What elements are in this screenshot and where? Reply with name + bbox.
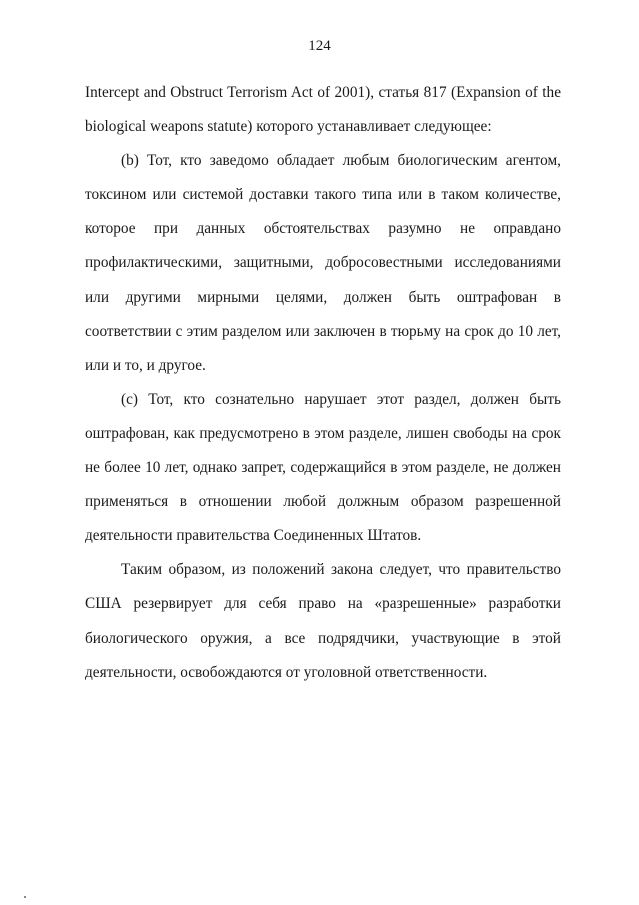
scan-artifact-dot [24, 896, 26, 898]
paragraph-intro: Intercept and Obstruct Terrorism Act of 2001), статья 817 (Expansion of the biological weapons statute) которого устанавливает следующее: [85, 84, 561, 136]
paragraph-clause-b: (b) Тот, кто заведомо обладает любым биологическим агентом, токсином или системой доставки такого типа или в таком количестве, которое при данных обстоятельствах разумно не оправдано профилактическими, защитными, добросовестными исследованиями или другими мирными целями, должен быть оштрафован в соответствии с этим разделом или заключен в тюрьму на срок до 10 лет, или и то, и другое. [85, 152, 561, 374]
document-body [85, 76, 561, 690]
paragraph-clause-c: (c) Тот, кто сознательно нарушает этот раздел, должен быть оштрафован, как предусмотрено в этом разделе, лишен свободы на срок не более 10 лет, однако запрет, содержащийся в этом разделе, не должен применяться в отношении любой должным образом разрешенной деятельности правительства Соединенных Штатов. [85, 390, 561, 545]
paragraph-conclusion: Таким образом, из положений закона следует, что правительство США резервирует для себя право на «разрешенные» разработки биологического оружия, а все подрядчики, участвующие в этой деятельности, освобождаются от уголовной ответственности. [85, 561, 561, 681]
page-number: 124 [308, 38, 331, 54]
